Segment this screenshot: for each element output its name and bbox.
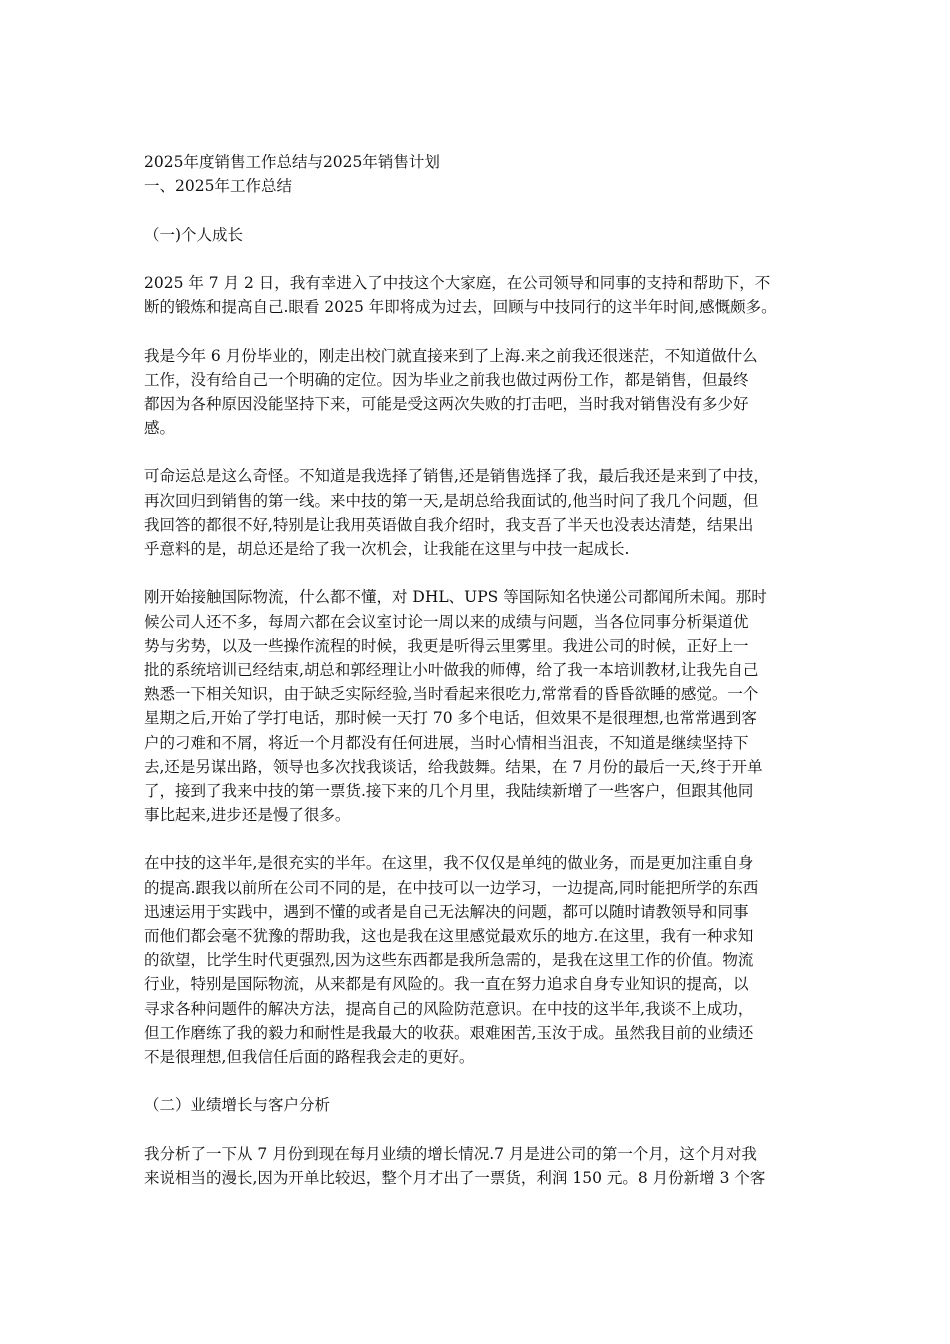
- paragraph: [144, 851, 816, 1069]
- paragraph-line: 断的锻炼和提高自己.眼看 2025 年即将成为过去，回顾与中技同行的这半年时间,感慨颇多。: [144, 298, 777, 317]
- paragraph-line: 乎意料的是，胡总还是给了我一次机会，让我能在这里与中技一起成长.: [144, 540, 630, 558]
- paragraph-line: 再次回归到销售的第一线。来中技的第一天,是胡总给我面试的,他当时问了我几个问题，但: [144, 491, 759, 510]
- paragraph: [144, 1142, 816, 1190]
- paragraph-line: 来说相当的漫长,因为开单比较迟，整个月才出了一票货，利润 150 元。8 月份新增 3 个客: [144, 1168, 766, 1187]
- spacer: [144, 827, 816, 851]
- paragraph-line: 户的刁难和不屑，将近一个月都没有任何进展，当时心情相当沮丧，不知道是继续坚持下: [144, 733, 749, 752]
- paragraph-line: 事比起来,进步还是慢了很多。: [144, 806, 351, 825]
- paragraph-line: 而他们都会毫不犹豫的帮助我，这也是我在这里感觉最欢乐的地方.在这里，我有一种求知: [144, 927, 754, 945]
- paragraph-line: 星期之后,开始了学打电话，那时候一天打 70 多个电话，但效果不是很理想,也常常遇到客: [144, 709, 757, 728]
- paragraph-line: 行业，特别是国际物流，从来都是有风险的。我一直在努力追求自身专业知识的提高，以: [144, 975, 749, 994]
- paragraph-line: 候公司人还不多，每周六都在会议室讨论一周以来的成绩与问题，当各位同事分析渠道优: [144, 612, 749, 631]
- section-heading-1: 一、2025年工作总结: [144, 177, 292, 196]
- paragraph-line: 势与劣势，以及一些操作流程的时候，我更是听得云里雾里。我进公司的时候，正好上一: [144, 636, 749, 655]
- spacer: [144, 1118, 816, 1142]
- paragraph-line: 我分析了一下从 7 月份到现在每月业绩的增长情况.7 月是进公司的第一个月，这个月对我: [144, 1144, 757, 1163]
- paragraph-line: 的欲望，比学生时代更强烈,因为这些东西都是我所急需的，是我在这里工作的价值。物流: [144, 951, 754, 970]
- paragraph-line: 可命运总是这么奇怪。不知道是我选择了销售,还是销售选择了我，最后我还是来到了中技，: [144, 467, 769, 486]
- paragraph-line: 我回答的都很不好,特别是让我用英语做自我介绍时，我支吾了半天也没表达清楚，结果出: [144, 515, 754, 534]
- paragraph-line: 但工作磨练了我的毅力和耐性是我最大的收获。艰难困苦,玉汝于成。虽然我目前的业绩还: [144, 1023, 754, 1042]
- spacer: [144, 198, 816, 222]
- document-page: [144, 150, 816, 1190]
- subsection-heading-1: （一)个人成长: [144, 225, 244, 244]
- paragraph-line: 不是很理想,但我信任后面的路程我会走的更好。: [144, 1047, 475, 1066]
- paragraph-line: 迅速运用于实践中，遇到不懂的或者是自己无法解决的问题，都可以随时请教领导和同事: [144, 902, 749, 921]
- paragraph-line: 刚开始接触国际物流，什么都不懂，对 DHL、UPS 等国际知名快递公司都闻所未闻。那时: [144, 588, 767, 607]
- paragraph: [144, 271, 816, 319]
- spacer: [144, 1069, 816, 1093]
- paragraph-line: 在中技的这半年,是很充实的半年。在这里，我不仅仅是单纯的做业务，而是更加注重自身: [144, 854, 754, 873]
- paragraph-line: 我是今年 6 月份毕业的，刚走出校门就直接来到了上海.来之前我还很迷茫，不知道做什么: [144, 346, 758, 365]
- paragraph-line: 了，接到了我来中技的第一票货.接下来的几个月里，我陆续新增了一些客户，但跟其他同: [144, 781, 754, 800]
- paragraph: [144, 464, 816, 561]
- spacer: [144, 247, 816, 271]
- spacer: [144, 561, 816, 585]
- paragraph: [144, 585, 816, 827]
- paragraph-line: 熟悉一下相关知识，由于缺乏实际经验,当时看起来很吃力,常常看的昏昏欲睡的感觉。一个: [144, 685, 759, 704]
- paragraph-line: 2025 年 7 月 2 日，我有幸进入了中技这个大家庭，在公司领导和同事的支持和帮助下，不: [144, 273, 771, 292]
- paragraph-line: 寻求各种问题件的解决方法，提高自己的风险防范意识。在中技的这半年,我谈不上成功，: [144, 999, 754, 1018]
- paragraph-line: 的提高.跟我以前所在公司不同的是，在中技可以一边学习，一边提高,同时能把所学的东西: [144, 878, 759, 897]
- paragraph-line: 感。: [144, 419, 176, 438]
- document-title: 2025年度销售工作总结与2025年销售计划: [144, 153, 440, 171]
- paragraph: [144, 344, 816, 441]
- subsection-heading-2: （二）业绩增长与客户分析: [144, 1096, 331, 1115]
- paragraph-line: 去,还是另谋出路，领导也多次找我谈话，给我鼓舞。结果，在 7 月份的最后一天,终于开单: [144, 757, 763, 776]
- spacer: [144, 440, 816, 464]
- spacer: [144, 319, 816, 343]
- paragraph-line: 都因为各种原因没能坚持下来，可能是受这两次失败的打击吧，当时我对销售没有多少好: [144, 394, 749, 413]
- paragraph-line: 批的系统培训已经结束,胡总和郭经理让小叶做我的师傅，给了我一本培训教材,让我先自己: [144, 660, 759, 679]
- paragraph-line: 工作，没有给自己一个明确的定位。因为毕业之前我也做过两份工作，都是销售，但最终: [144, 370, 749, 389]
